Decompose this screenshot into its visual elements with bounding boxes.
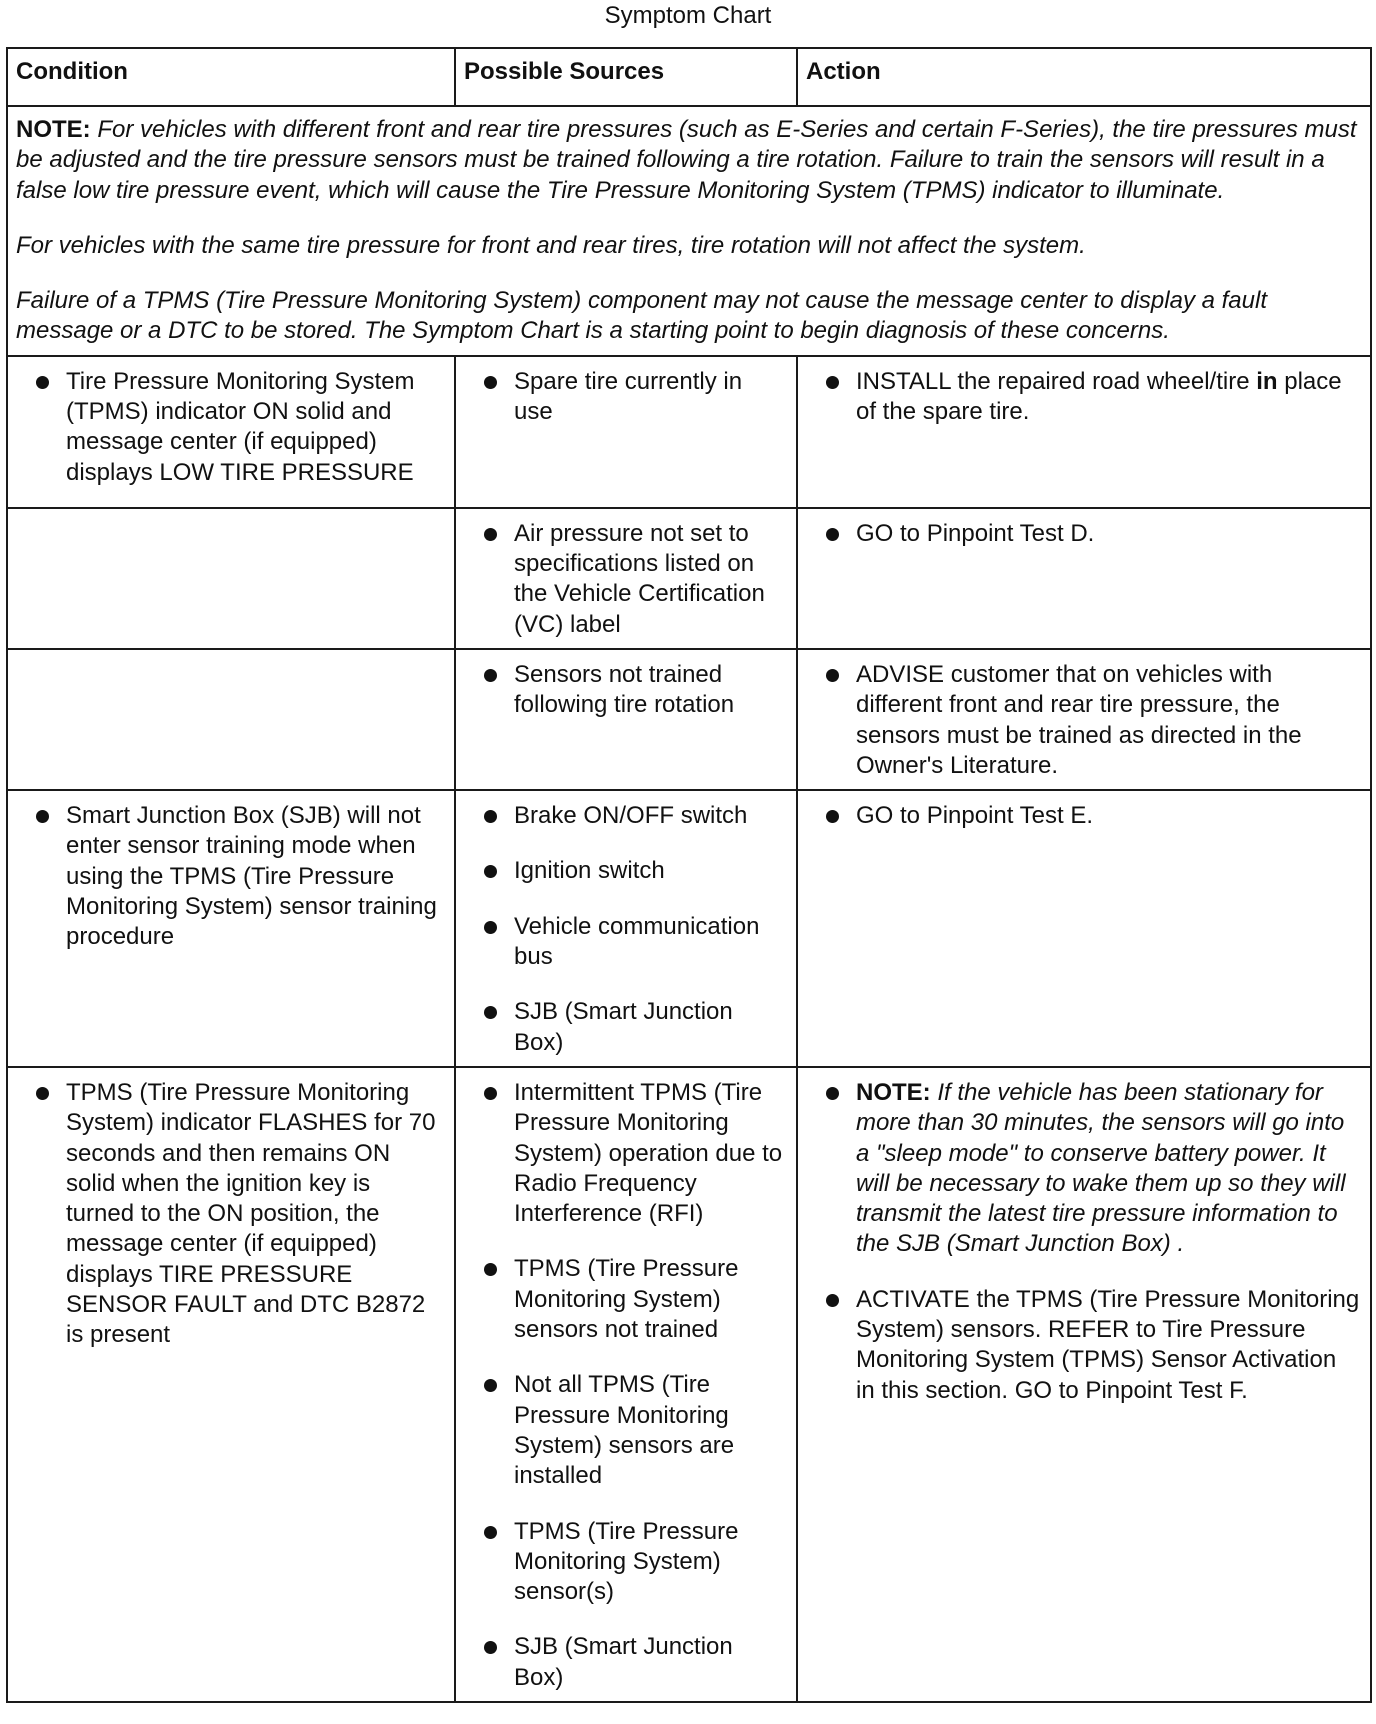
action-cell: [797, 356, 1371, 508]
source-text: Not all TPMS (Tire Pressure Monitoring System) sensors are installed: [514, 1371, 735, 1490]
source-text: Vehicle communication bus: [514, 912, 760, 971]
list-item: [466, 912, 786, 973]
source-text: Brake ON/OFF switch: [514, 802, 748, 830]
note-paragraph-2: For vehicles with the same tire pressure for front and rear tires, tire rotation will not affect the system.: [16, 231, 1086, 259]
bullet-icon: [826, 810, 839, 823]
table-row: [7, 1067, 1371, 1702]
condition-text: Smart Junction Box (SJB) will not enter sensor training mode when using the TPMS (Tire Pressure Monitoring System) sensor training procedure: [66, 802, 437, 951]
list-item: [18, 801, 444, 952]
action-text-end: place of the spare tire.: [856, 367, 1342, 426]
list-item: [808, 367, 1360, 428]
note-paragraph-3: Failure of a TPMS (Tire Pressure Monitoring System) component may not cause the message center to display a fault message or a DTC to be stored. The Symptom Chart is a starting point to begin diagnosis of these concerns.: [16, 287, 1267, 345]
action-note-text: If the vehicle has been stationary for more than 30 minutes, the sensors will go into a "sleep mode" to conserve battery power. It will be necessary to wake them up so they will transmit the latest tire pressure information to the SJB (Smart Junction Box) .: [856, 1078, 1346, 1258]
bullet-icon: [484, 1006, 497, 1019]
sources-cell: [455, 508, 797, 649]
action-header: Action: [797, 48, 1371, 106]
source-text: Air pressure not set to specifications listed on the Vehicle Certification (VC) label: [514, 519, 765, 638]
bullet-icon: [36, 1087, 49, 1100]
action-text: GO to Pinpoint Test E.: [856, 802, 1094, 830]
action-text: ACTIVATE the TPMS (Tire Pressure Monitoring System) sensors. REFER to Tire Pressure Monitoring System (TPMS) Sensor Activation in this section. GO to Pinpoint Test F.: [856, 1285, 1360, 1404]
action-cell: [797, 508, 1371, 649]
action-text: GO to Pinpoint Test D.: [856, 519, 1095, 547]
source-text: Ignition switch: [514, 857, 665, 885]
list-item: [466, 1517, 786, 1608]
list-item: [18, 1078, 444, 1351]
bullet-icon: [484, 1379, 497, 1392]
list-item: [466, 660, 786, 721]
list-item: [808, 1078, 1360, 1260]
list-item: [808, 1285, 1360, 1406]
action-text-emphasis: in: [1256, 367, 1278, 395]
condition-cell: [7, 508, 455, 649]
condition-text: Tire Pressure Monitoring System (TPMS) indicator ON solid and message center (if equipped) displays LOW TIRE PRESSURE: [66, 367, 415, 486]
bullet-icon: [484, 810, 497, 823]
note-paragraph-1: [16, 115, 1362, 206]
table-row: [7, 649, 1371, 790]
condition-cell: [7, 1067, 455, 1702]
sources-cell: [455, 649, 797, 790]
condition-cell: [7, 649, 455, 790]
note-row: [7, 106, 1371, 356]
possible-sources-header: Possible Sources: [455, 48, 797, 106]
source-text: TPMS (Tire Pressure Monitoring System) sensors not trained: [514, 1255, 739, 1344]
bullet-icon: [826, 376, 839, 389]
action-text: INSTALL the repaired road wheel/tire: [856, 367, 1257, 395]
condition-cell: [7, 356, 455, 508]
bullet-icon: [484, 528, 497, 541]
table-row: [7, 790, 1371, 1067]
source-text: Intermittent TPMS (Tire Pressure Monitoring System) operation due to Radio Frequency Interference (RFI): [514, 1078, 783, 1228]
action-cell: [797, 649, 1371, 790]
bullet-icon: [484, 376, 497, 389]
note-label: NOTE:: [16, 116, 91, 143]
table-row: [7, 356, 1371, 508]
header-row: [7, 48, 1371, 106]
symptom-chart-table: [6, 47, 1372, 1703]
source-text: Sensors not trained following tire rotation: [514, 660, 735, 719]
list-item: [466, 519, 786, 640]
source-text: SJB (Smart Junction Box): [514, 998, 733, 1056]
list-item: [808, 660, 1360, 781]
list-item: [466, 801, 786, 831]
bullet-icon: [484, 865, 497, 878]
bullet-icon: [826, 669, 839, 682]
list-item: [18, 367, 444, 488]
list-item: [466, 1632, 786, 1693]
page-title: Symptom Chart: [604, 2, 772, 29]
bullet-icon: [484, 1641, 497, 1654]
condition-text: TPMS (Tire Pressure Monitoring System) indicator FLASHES for 70 seconds and then remains ON solid when the ignition key is turned to the ON position, the message center (if equipped) displays TIRE PRESSURE SENSOR FAULT and DTC B2872 is present: [66, 1078, 436, 1349]
list-item: [466, 1078, 786, 1229]
condition-header: Condition: [7, 48, 455, 106]
note-text-1: For vehicles with different front and rear tire pressures (such as E-Series and certain F-Series), the tire pressures must be adjusted and the tire pressure sensors must be trained following a tire rotation. Failure to train the sensors will result in a false low tire pressure event, which will cause the Tire Pressure Monitoring System (TPMS) indicator to illuminate.: [16, 116, 1357, 204]
bullet-icon: [484, 1087, 497, 1100]
bullet-icon: [36, 810, 49, 823]
list-item: [808, 801, 1360, 831]
sources-cell: [455, 790, 797, 1067]
source-text: TPMS (Tire Pressure Monitoring System) sensor(s): [514, 1517, 739, 1606]
bullet-icon: [484, 1263, 497, 1276]
list-item: [466, 367, 786, 428]
bullet-icon: [826, 528, 839, 541]
source-text: SJB (Smart Junction Box): [514, 1633, 733, 1691]
bullet-icon: [826, 1087, 839, 1100]
table-row: [7, 508, 1371, 649]
list-item: [466, 856, 786, 886]
list-item: [466, 1254, 786, 1345]
action-cell: [797, 790, 1371, 1067]
note-cell: [7, 106, 1371, 356]
list-item: [466, 1370, 786, 1491]
sources-cell: [455, 1067, 797, 1702]
action-cell: [797, 1067, 1371, 1702]
action-text: ADVISE customer that on vehicles with different front and rear tire pressure, the sensors must be trained as directed in the Owner's Literature.: [856, 660, 1302, 779]
sources-cell: [455, 356, 797, 508]
condition-cell: [7, 790, 455, 1067]
list-item: [808, 519, 1360, 549]
bullet-icon: [826, 1294, 839, 1307]
list-item: [466, 997, 786, 1058]
source-text: Spare tire currently in use: [514, 367, 743, 426]
bullet-icon: [484, 669, 497, 682]
bullet-icon: [484, 1526, 497, 1539]
action-note-label: NOTE:: [856, 1078, 931, 1106]
bullet-icon: [36, 376, 49, 389]
bullet-icon: [484, 921, 497, 934]
